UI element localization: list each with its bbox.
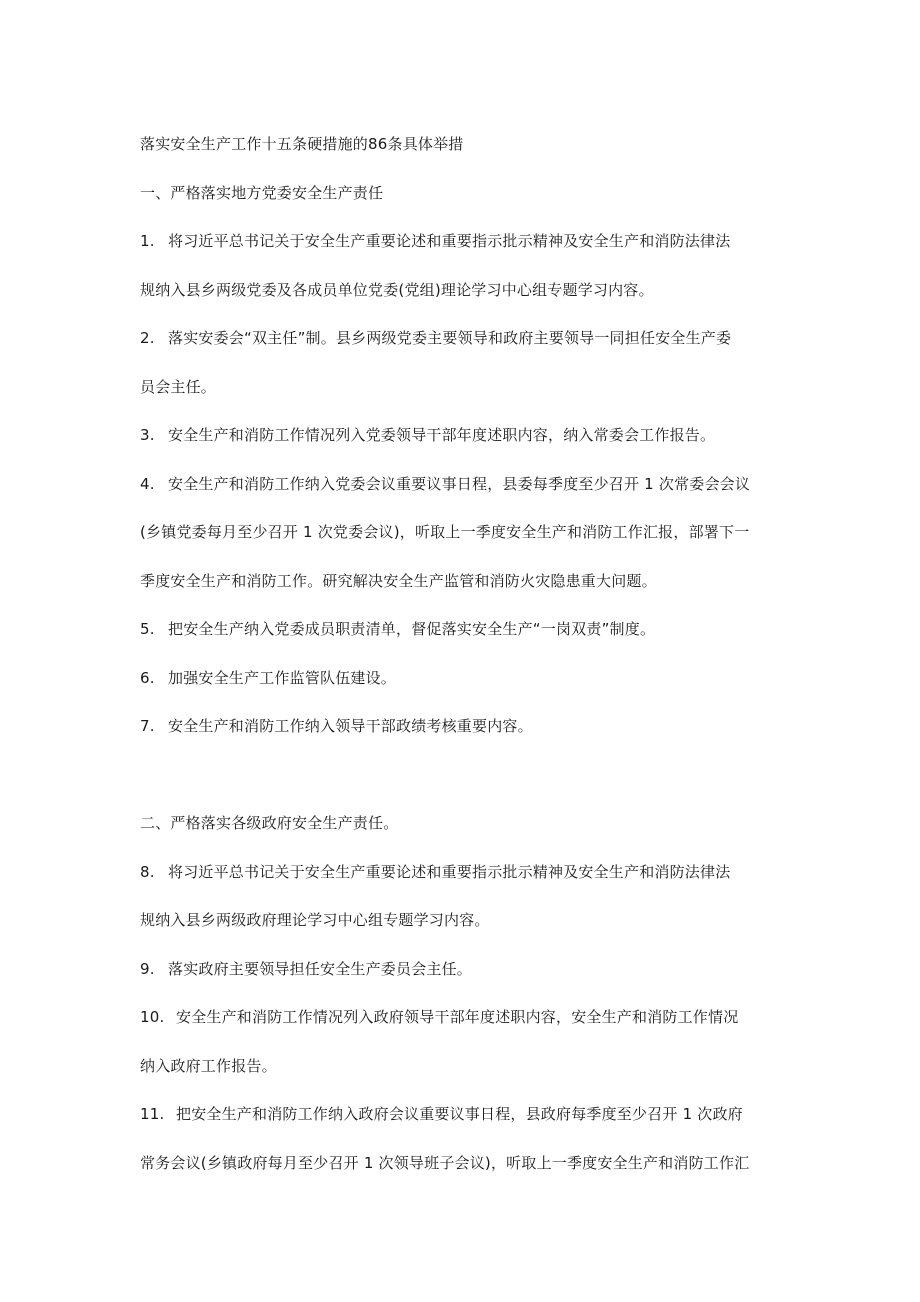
item-text: 将习近平总书记关于安全生产重要论述和重要指示批示精神及安全生产和消防法律法 [168, 232, 731, 250]
item-number: 7. [140, 717, 155, 735]
item-number: 5. [140, 620, 155, 638]
item-number: 3. [140, 426, 155, 444]
list-item-8 [140, 848, 800, 897]
list-item-9 [140, 945, 800, 994]
document-body [140, 120, 800, 1187]
item-text: 落实政府主要领导担任安全生产委员会主任。 [168, 959, 473, 978]
item-number: 9. [140, 959, 155, 978]
list-item-6 [140, 654, 800, 703]
item-text: 安全生产和消防工作情况列入政府领导干部年度述职内容，安全生产和消防工作情况 [176, 1008, 739, 1026]
item-number: 11. [140, 1105, 165, 1123]
list-item-4-continued: 季度安全生产和消防工作。研究解决安全生产监管和消防火灾隐患重大问题。 [140, 571, 657, 590]
list-item-4 [140, 460, 800, 509]
item-number: 4. [140, 474, 155, 493]
item-number: 1. [140, 232, 155, 250]
list-item-2-continued: 员会主任。 [140, 377, 217, 396]
item-number: 10. [140, 1008, 165, 1026]
list-item-11 [140, 1090, 800, 1139]
list-item-2 [140, 314, 800, 363]
section-spacer [140, 751, 800, 800]
document-title: 落实安全生产工作十五条硬措施的86条具体举措 [140, 135, 464, 153]
item-text: 落实安委会“双主任”制。县乡两级党委主要领导和政府主要领导一同担任安全生产委 [168, 329, 732, 347]
item-text: 把安全生产和消防工作纳入政府会议重要议事日程，县政府每季度至少召开 1 次政府 [176, 1105, 743, 1123]
list-item-1 [140, 217, 800, 266]
list-item-11-continued: 常务会议(乡镇政府每月至少召开 1 次领导班子会议)，听取上一季度安全生产和消防工作汇 [140, 1153, 750, 1172]
item-text: 把安全生产纳入党委成员职责清单，督促落实安全生产“一岗双责”制度。 [168, 620, 656, 638]
section-heading-2: 二、严格落实各级政府安全生产责任。 [140, 814, 399, 832]
section-heading-1: 一、严格落实地方党委安全生产责任 [140, 183, 384, 202]
list-item-5 [140, 605, 800, 654]
item-text: 将习近平总书记关于安全生产重要论述和重要指示批示精神及安全生产和消防法律法 [168, 862, 731, 881]
item-number: 8. [140, 862, 155, 881]
list-item-8-continued: 规纳入县乡两级政府理论学习中心组专题学习内容。 [140, 911, 490, 929]
item-text: 加强安全生产工作监管队伍建设。 [168, 668, 397, 687]
item-text: 安全生产和消防工作纳入党委会议重要议事日程，县委每季度至少召开 1 次常委会会议 [168, 474, 751, 493]
list-item-7 [140, 702, 800, 751]
list-item-1-continued: 规纳入县乡两级党委及各成员单位党委(党组)理论学习中心组专题学习内容。 [140, 280, 654, 299]
item-number: 6. [140, 668, 155, 687]
list-item-3 [140, 411, 800, 460]
list-item-4-continued: (乡镇党委每月至少召开 1 次党委会议)，听取上一季度安全生产和消防工作汇报，部署下一 [140, 523, 750, 541]
item-number: 2. [140, 329, 155, 347]
list-item-10 [140, 993, 800, 1042]
item-text: 安全生产和消防工作情况列入党委领导干部年度述职内容，纳入常委会工作报告。 [168, 426, 716, 444]
list-item-10-continued: 纳入政府工作报告。 [140, 1056, 277, 1075]
item-text: 安全生产和消防工作纳入领导干部政绩考核重要内容。 [168, 717, 533, 735]
